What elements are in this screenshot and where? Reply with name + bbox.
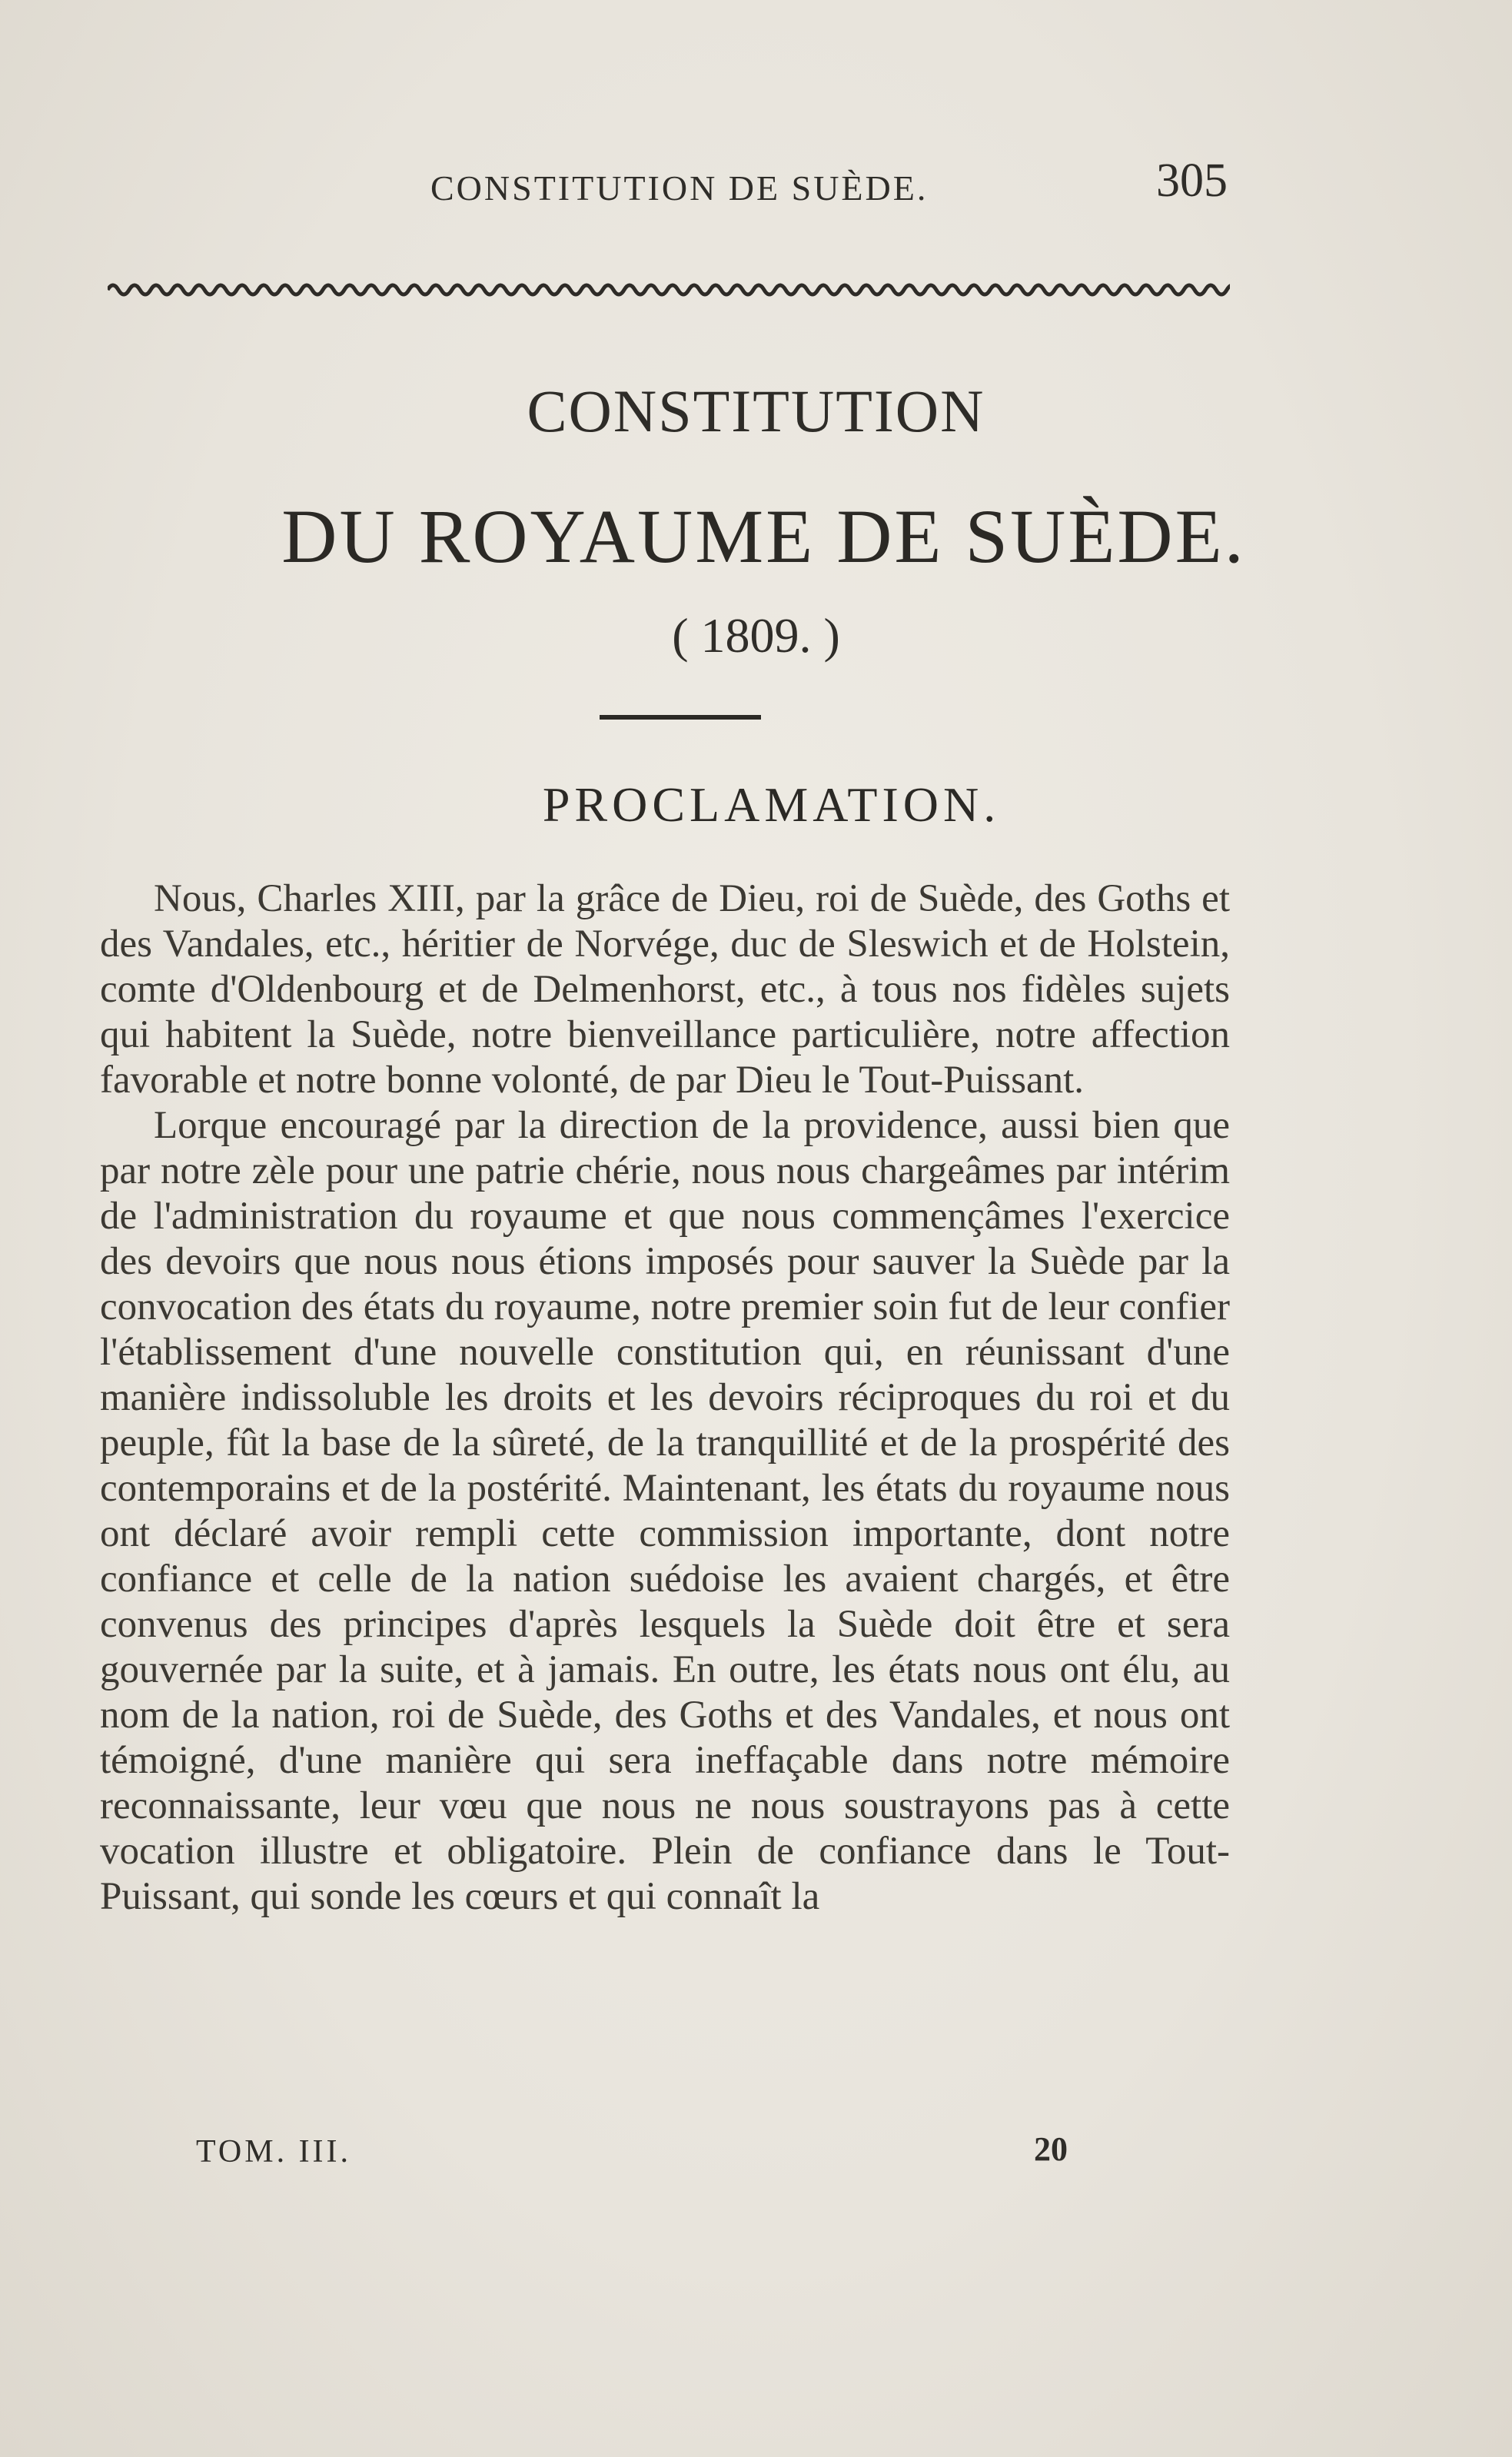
ornamental-rule (108, 277, 1230, 303)
title-line-2: DU ROYAUME DE SUÈDE. (281, 494, 1246, 579)
section-heading: PROCLAMATION. (542, 777, 1001, 832)
signature-mark: 20 (1034, 2130, 1068, 2168)
section-divider (600, 715, 761, 720)
paragraph: Lorque encouragé par la direction de la providence, aussi bien que par notre zèle pour une patrie chérie, nous nous chargeâmes par intérim de l'administration du royaume et que nous commençâmes l'exercice des devoirs que nous nous étions imposés pour sauver la Suède par la convocation des états du royaume, notre premier soin fut de leur confier l'établissement d'une nouvelle constitution qui, en réunissant d'une manière indissoluble les droits et les devoirs réciproques du roi et du peuple, fût la base de la sûreté, de la tranquillité et de la prospérité des contemporains et de la postérité. Maintenant, les états du royaume nous ont déclaré avoir rempli cette commission importante, dont notre confiance et celle de la nation suédoise les avaient chargés, et être convenus des principes d'après lesquels la Suède doit être et sera gouvernée par la suite, et à jamais. En outre, les états nous ont élu, au nom de la nation, roi de Suède, des Goths et des Vandales, et nous ont témoigné, d'une manière qui sera ineffaçable dans notre mémoire reconnaissante, leur vœu que nous ne nous soustrayons pas à cette vocation illustre et obligatoire. Plein de confiance dans le Tout-Puissant, qui sonde les cœurs et qui connaît la (100, 1104, 1230, 1918)
running-head: CONSTITUTION DE SUÈDE. (430, 168, 929, 208)
page-number: 305 (1156, 155, 1228, 207)
volume-marker: TOM. III. (196, 2134, 352, 2169)
paragraph: Nous, Charles XIII, par la grâce de Dieu, roi de Suède, des Goths et des Vandales, etc., héritier de Norvége, duc de Sleswich et de Holstein, comte d'Oldenbourg et de Delmenhorst, etc., à tous nos fidèles sujets qui habitent la Suède, notre bienveillance particulière, notre affection favorable et notre bonne volonté, de par Dieu le Tout-Puissant. (100, 877, 1230, 1102)
title-line-1: CONSTITUTION (527, 377, 985, 444)
body-text (100, 876, 1230, 1920)
title-year: ( 1809. ) (672, 608, 840, 663)
